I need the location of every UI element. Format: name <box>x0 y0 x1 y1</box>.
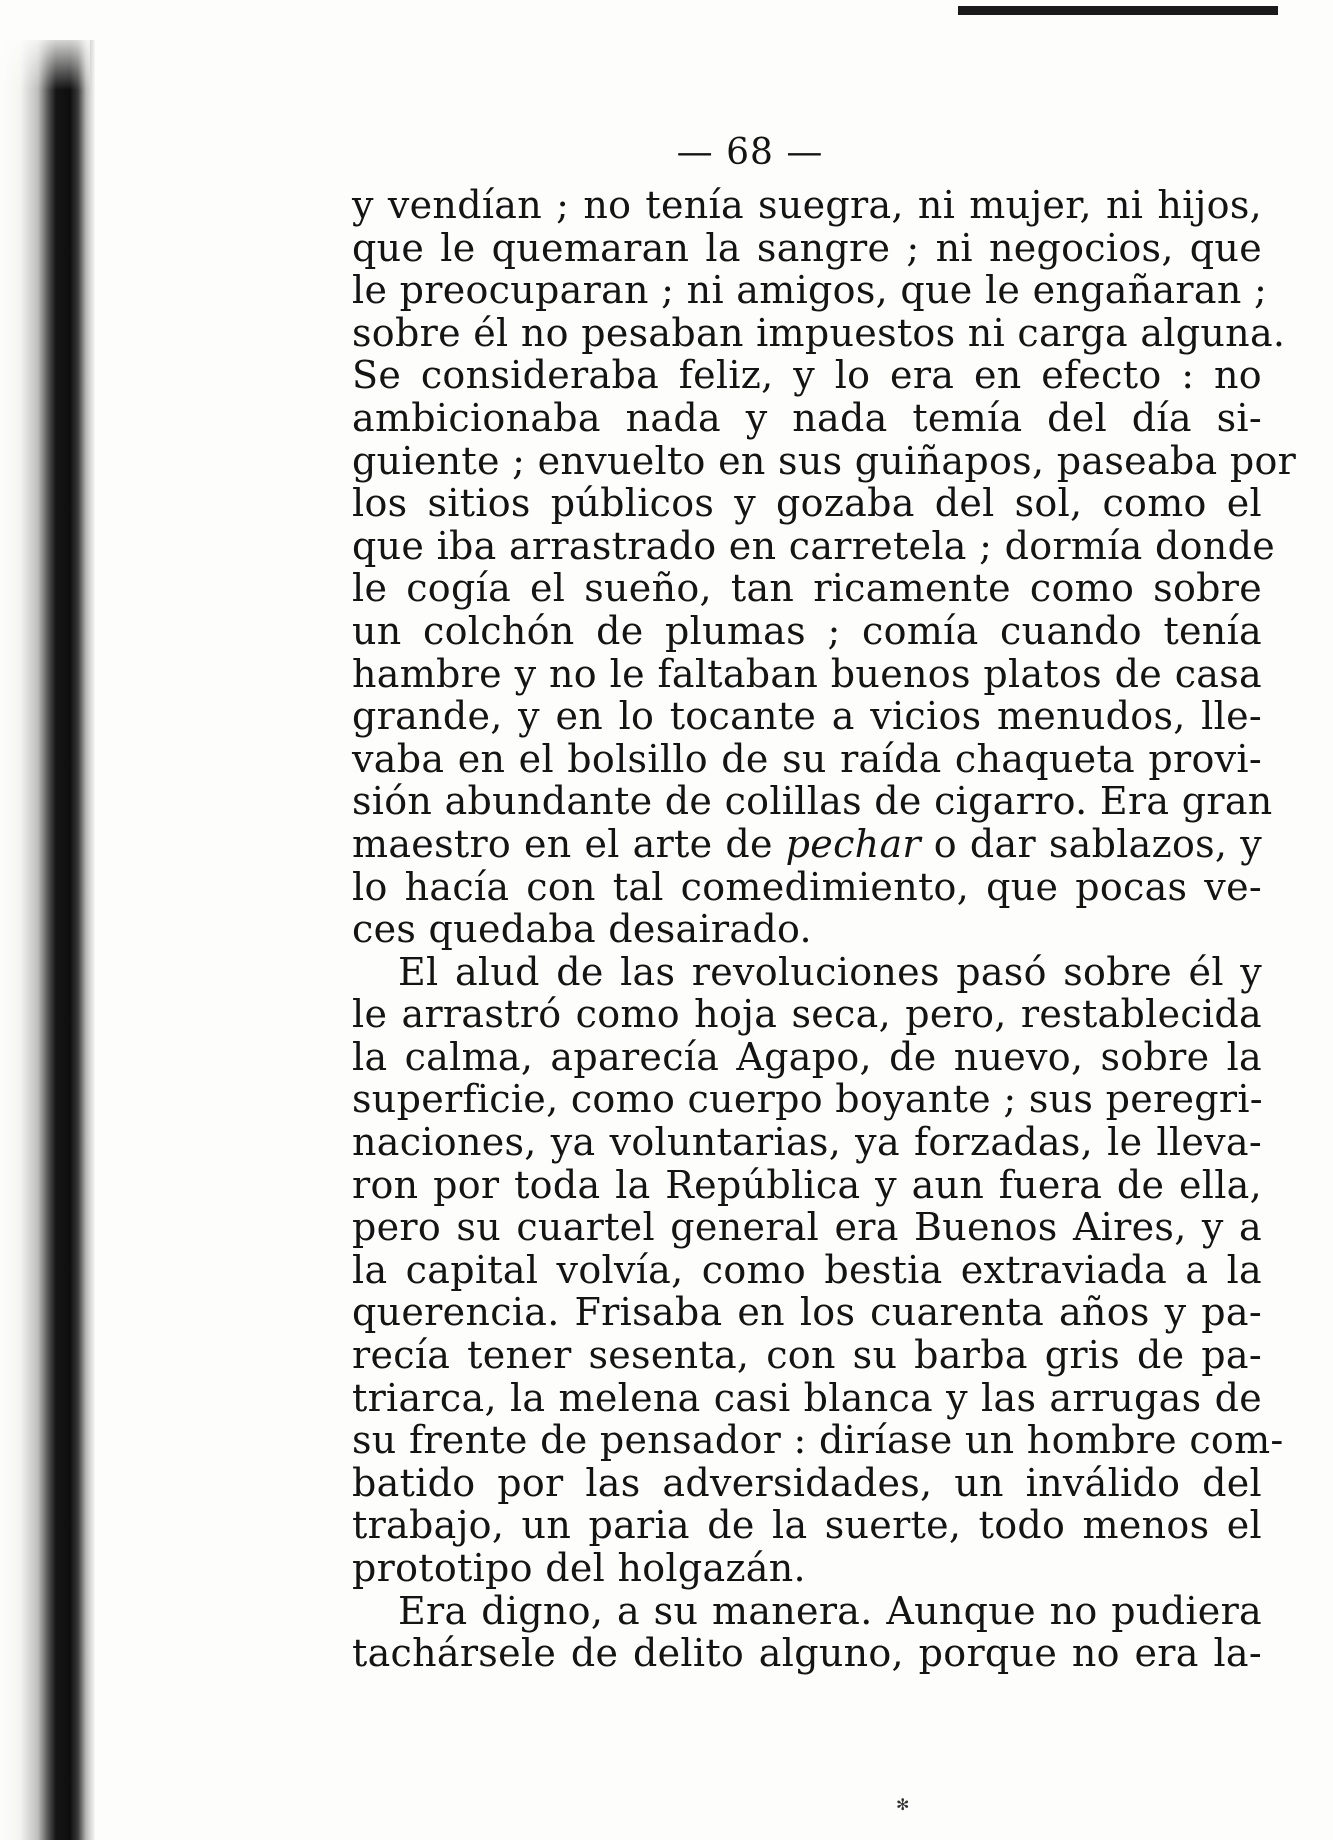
text-line: prototipo del holgazán. <box>352 1546 806 1590</box>
text-line: grande, y en lo tocante a vicios menudos, lle- <box>352 694 1262 739</box>
text-line: sobre él no pesaban impuestos ni carga alguna. <box>352 310 1286 355</box>
text-line: recía tener sesenta, con su barba gris de pa- <box>352 1333 1262 1378</box>
text-line: su frente de pensador : diríase un hombre com- <box>352 1418 1284 1463</box>
body-text <box>352 183 1297 1676</box>
page-number: — 68 — <box>676 132 824 173</box>
text-line: lo hacía con tal comedimiento, que pocas ve- <box>352 864 1262 909</box>
text-line: El alud de las revoluciones pasó sobre él y <box>398 949 1262 994</box>
text-line: Era digno, a su manera. Aunque no pudiera <box>398 1588 1262 1633</box>
text-line: le preocuparan ; ni amigos, que le engañaran ; <box>352 268 1268 313</box>
text-line: pero su cuartel general era Buenos Aires, y a <box>352 1205 1262 1250</box>
text-line: maestro en el arte de pechar o dar sablazos, y <box>352 821 1262 866</box>
text-line: superficie, como cuerpo boyante ; sus peregri- <box>352 1077 1263 1122</box>
text-line: y vendían ; no tenía suegra, ni mujer, ni hijos, <box>352 183 1262 227</box>
text-line: la calma, aparecía Agapo, de nuevo, sobre la <box>352 1034 1262 1079</box>
text-line: le arrastró como hoja seca, pero, restablecida <box>352 992 1262 1037</box>
text-line: un colchón de plumas ; comía cuando tenía <box>352 608 1262 653</box>
text-line: tachársele de delito alguno, porque no era la- <box>352 1631 1262 1676</box>
text-line: ron por toda la República y aun fuera de ella, <box>352 1162 1262 1207</box>
text-line: ces quedaba desairado. <box>352 907 812 952</box>
text-line: guiente ; envuelto en sus guiñapos, paseaba por <box>352 438 1297 483</box>
text-line: naciones, ya voluntarias, ya forzadas, le lleva- <box>352 1120 1262 1165</box>
printer-mark-icon: ✻ <box>896 1795 910 1814</box>
text-line: Se consideraba feliz, y lo era en efecto : no <box>352 353 1262 398</box>
text-line: trabajo, un paria de la suerte, todo menos el <box>352 1503 1262 1548</box>
text-line: los sitios públicos y gozaba del sol, como el <box>352 481 1262 526</box>
binding-edge-fade <box>0 30 90 90</box>
text-line: la capital volvía, como bestia extraviada a la <box>352 1247 1262 1292</box>
text-line: hambre y no le faltaban buenos platos de casa <box>352 651 1262 696</box>
text-line: sión abundante de colillas de cigarro. Era gran <box>352 779 1273 824</box>
text-line: ambicionaba nada y nada temía del día si- <box>352 395 1262 440</box>
text-line: le cogía el sueño, tan ricamente como sobre <box>352 566 1262 611</box>
book-binding-edge <box>0 40 95 1840</box>
text-line: vaba en el bolsillo de su raída chaqueta provi- <box>352 736 1262 781</box>
text-line: triarca, la melena casi blanca y las arrugas de <box>352 1375 1262 1420</box>
text-line: que iba arrastrado en carretela ; dormía donde <box>352 523 1275 568</box>
text-line: que le quemaran la sangre ; ni negocios, que <box>352 225 1262 270</box>
text-line: batido por las adversidades, un inválido del <box>352 1460 1262 1505</box>
text-line: querencia. Frisaba en los cuarenta años y pa- <box>352 1290 1262 1335</box>
top-rule <box>958 6 1278 15</box>
italic-term: pechar <box>785 821 921 866</box>
